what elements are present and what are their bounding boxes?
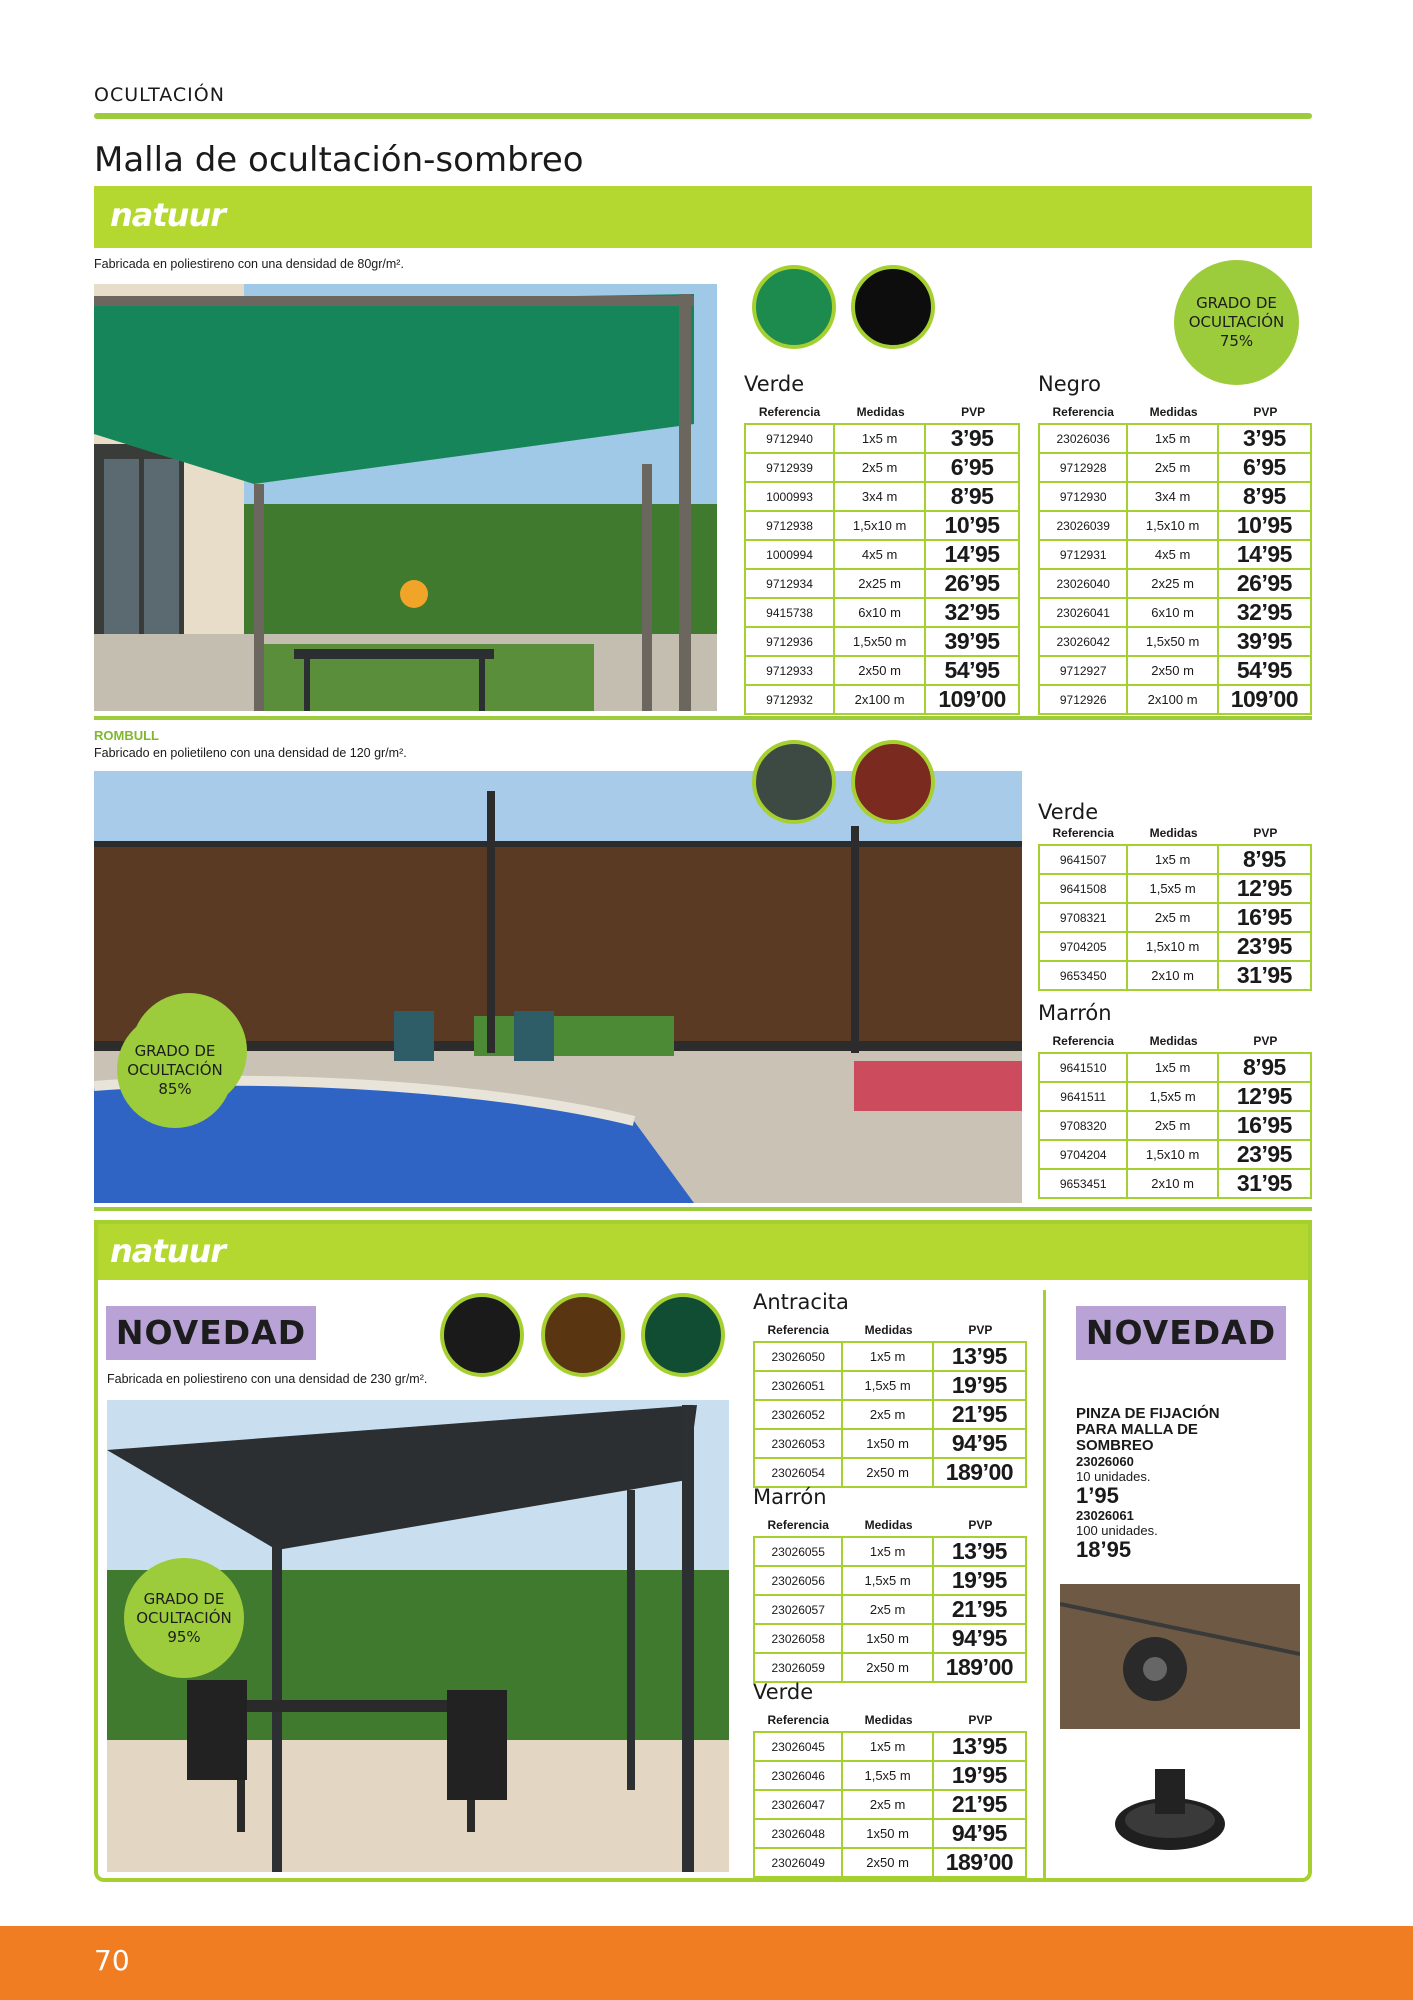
reference-cell: 23026045 <box>753 1731 843 1762</box>
reference-cell: 23026058 <box>753 1625 843 1654</box>
column-header: Referencia <box>1052 405 1114 419</box>
size-cell: 2x100 m <box>1128 686 1218 715</box>
reference-cell: 9712938 <box>744 512 835 541</box>
panel-divider <box>1043 1290 1046 1878</box>
table-row <box>1038 1083 1312 1112</box>
table-row <box>753 1820 1027 1849</box>
price-cell: 12’95 <box>1219 875 1312 904</box>
size-cell: 2x10 m <box>1128 962 1218 991</box>
price-cell: 19’95 <box>934 1567 1027 1596</box>
pinza-price: 1’95 <box>1076 1483 1119 1508</box>
column-header: Medidas <box>856 405 905 419</box>
price-cell: 8’95 <box>1219 483 1312 512</box>
price-cell: 6’95 <box>1219 454 1312 483</box>
size-cell: 1x50 m <box>843 1625 933 1654</box>
brand-logo: natuur <box>110 196 226 234</box>
price-cell: 3’95 <box>1219 423 1312 454</box>
swatch-antracita <box>440 1293 524 1377</box>
size-cell: 1,5x10 m <box>835 512 926 541</box>
table-row <box>744 541 1020 570</box>
divider <box>94 716 1312 720</box>
price-cell: 21’95 <box>934 1791 1027 1820</box>
badge-line: OCULTACIÓN <box>127 1060 223 1079</box>
table-row <box>1038 454 1312 483</box>
reference-cell: 9708320 <box>1038 1112 1128 1141</box>
reference-cell: 23026052 <box>753 1401 843 1430</box>
column-header: Medidas <box>864 1323 913 1337</box>
size-cell: 4x5 m <box>1128 541 1218 570</box>
table-row <box>753 1459 1027 1488</box>
pinza-price: 18’95 <box>1076 1537 1132 1562</box>
reference-cell: 1000993 <box>744 483 835 512</box>
product1-description: Fabricada en poliestireno con una densidad de 80gr/m². <box>94 257 404 271</box>
pinza-qty: 100 unidades. <box>1076 1523 1158 1538</box>
column-header: PVP <box>968 1323 993 1337</box>
reference-cell: 23026056 <box>753 1567 843 1596</box>
price-cell: 21’95 <box>934 1596 1027 1625</box>
table-row <box>1038 483 1312 512</box>
reference-cell: 9712926 <box>1038 686 1128 715</box>
table-row <box>753 1341 1027 1372</box>
price-cell: 31’95 <box>1219 962 1312 991</box>
reference-cell: 23026039 <box>1038 512 1128 541</box>
price-cell: 23’95 <box>1219 933 1312 962</box>
reference-cell: 9712927 <box>1038 657 1128 686</box>
table-row <box>753 1567 1027 1596</box>
size-cell: 1,5x5 m <box>843 1567 933 1596</box>
reference-cell: 9712933 <box>744 657 835 686</box>
price-cell: 94’95 <box>934 1625 1027 1654</box>
column-header: Medidas <box>864 1518 913 1532</box>
reference-cell: 23026036 <box>1038 423 1128 454</box>
column-header: PVP <box>968 1713 993 1727</box>
pinza-photo <box>1060 1584 1300 1874</box>
price-cell: 8’95 <box>926 483 1020 512</box>
column-header: Medidas <box>864 1713 913 1727</box>
price-cell: 189’00 <box>934 1849 1027 1878</box>
price-cell: 13’95 <box>934 1536 1027 1567</box>
price-cell: 13’95 <box>934 1341 1027 1372</box>
size-cell: 2x50 m <box>843 1849 933 1878</box>
divider <box>94 1207 1312 1211</box>
reference-cell: 9712940 <box>744 423 835 454</box>
price-table-marron <box>753 1514 1027 1683</box>
table-row <box>753 1401 1027 1430</box>
table-row <box>744 454 1020 483</box>
product2-description: Fabricado en polietileno con una densidad de 120 gr/m². <box>94 746 407 760</box>
size-cell: 1,5x50 m <box>1128 628 1218 657</box>
reference-cell: 9641510 <box>1038 1052 1128 1083</box>
table-row <box>744 628 1020 657</box>
column-header: Medidas <box>1149 826 1198 840</box>
pinza-info <box>1076 1406 1276 1562</box>
reference-cell: 9712936 <box>744 628 835 657</box>
table-row <box>753 1625 1027 1654</box>
price-cell: 14’95 <box>926 541 1020 570</box>
table-title-verde: Verde <box>753 1680 814 1704</box>
price-cell: 16’95 <box>1219 1112 1312 1141</box>
reference-cell: 9712934 <box>744 570 835 599</box>
column-header: Referencia <box>767 1518 829 1532</box>
price-cell: 10’95 <box>1219 512 1312 541</box>
pinza-title: SOMBREO <box>1076 1437 1154 1454</box>
badge-ocultacion-85 <box>117 1012 233 1128</box>
price-cell: 189’00 <box>934 1654 1027 1683</box>
price-cell: 19’95 <box>934 1762 1027 1791</box>
size-cell: 1x5 m <box>1128 423 1218 454</box>
size-cell: 2x5 m <box>1128 904 1218 933</box>
brand-band <box>94 186 1312 248</box>
column-header: PVP <box>961 405 986 419</box>
table-row <box>1038 904 1312 933</box>
table-row <box>753 1762 1027 1791</box>
table-title-negro: Negro <box>1038 372 1101 396</box>
table-row <box>1038 1052 1312 1083</box>
price-cell: 8’95 <box>1219 844 1312 875</box>
price-cell: 32’95 <box>926 599 1020 628</box>
table-row <box>744 570 1020 599</box>
swatch-marron-rombull <box>851 740 935 824</box>
footer <box>0 1926 1413 2000</box>
reference-cell: 9708321 <box>1038 904 1128 933</box>
table-row <box>1038 875 1312 904</box>
table-row <box>753 1536 1027 1567</box>
price-cell: 14’95 <box>1219 541 1312 570</box>
table-row <box>744 657 1020 686</box>
table-row <box>744 483 1020 512</box>
table-row <box>1038 512 1312 541</box>
size-cell: 2x100 m <box>835 686 926 715</box>
price-cell: 8’95 <box>1219 1052 1312 1083</box>
size-cell: 1,5x50 m <box>835 628 926 657</box>
table-row <box>1038 570 1312 599</box>
page-title: Malla de ocultación-sombreo <box>94 140 584 180</box>
column-header: Medidas <box>1149 1034 1198 1048</box>
product3-description: Fabricada en poliestireno con una densidad de 230 gr/m². <box>107 1372 428 1386</box>
price-table-antracita <box>753 1319 1027 1488</box>
pinza-qty: 10 unidades. <box>1076 1469 1151 1484</box>
page-number: 70 <box>94 1944 130 1977</box>
reference-cell: 23026057 <box>753 1596 843 1625</box>
reference-cell: 9712939 <box>744 454 835 483</box>
table-row <box>744 686 1020 715</box>
reference-cell: 9641507 <box>1038 844 1128 875</box>
size-cell: 1,5x10 m <box>1128 512 1218 541</box>
price-table-verde-230 <box>753 1709 1027 1878</box>
size-cell: 2x5 m <box>1128 1112 1218 1141</box>
size-cell: 1x5 m <box>843 1536 933 1567</box>
table-row <box>744 423 1020 454</box>
reference-cell: 9712930 <box>1038 483 1128 512</box>
price-cell: 54’95 <box>926 657 1020 686</box>
table-title-marron: Marrón <box>1038 1001 1112 1025</box>
price-cell: 32’95 <box>1219 599 1312 628</box>
reference-cell: 23026053 <box>753 1430 843 1459</box>
table-row <box>1038 933 1312 962</box>
swatch-verde-230 <box>641 1293 725 1377</box>
table-row <box>1038 686 1312 715</box>
column-header: Referencia <box>1052 1034 1114 1048</box>
badge-ocultacion-75 <box>1174 260 1299 385</box>
pergola-photo <box>94 284 717 711</box>
reference-cell: 9641508 <box>1038 875 1128 904</box>
size-cell: 1x5 m <box>835 423 926 454</box>
price-cell: 21’95 <box>934 1401 1027 1430</box>
column-header: Medidas <box>1149 405 1198 419</box>
table-title-verde: Verde <box>744 372 805 396</box>
swatch-marron <box>541 1293 625 1377</box>
column-header: PVP <box>1253 405 1278 419</box>
reference-cell: 9704204 <box>1038 1141 1128 1170</box>
size-cell: 2x5 m <box>835 454 926 483</box>
reference-cell: 23026054 <box>753 1459 843 1488</box>
column-header: PVP <box>968 1518 993 1532</box>
price-cell: 109’00 <box>926 686 1020 715</box>
column-header: Referencia <box>758 405 821 419</box>
table-row <box>753 1372 1027 1401</box>
price-cell: 54’95 <box>1219 657 1312 686</box>
badge-line: GRADO DE <box>1196 294 1277 312</box>
reference-cell: 23026042 <box>1038 628 1128 657</box>
pinza-title: PINZA DE FIJACIÓN <box>1076 1405 1220 1422</box>
badge-line: 95% <box>167 1627 201 1646</box>
reference-cell: 23026051 <box>753 1372 843 1401</box>
size-cell: 2x10 m <box>1128 1170 1218 1199</box>
size-cell: 1x5 m <box>1128 1052 1218 1083</box>
size-cell: 1x5 m <box>1128 844 1218 875</box>
size-cell: 2x50 m <box>1128 657 1218 686</box>
size-cell: 2x5 m <box>843 1401 933 1430</box>
price-cell: 3’95 <box>926 423 1020 454</box>
price-cell: 94’95 <box>934 1430 1027 1459</box>
size-cell: 2x5 m <box>843 1791 933 1820</box>
size-cell: 1,5x5 m <box>1128 875 1218 904</box>
top-rule <box>94 113 1312 119</box>
pinza-ref: 23026060 <box>1076 1454 1134 1469</box>
table-row <box>1038 657 1312 686</box>
rombull-brand: ROMBULL <box>94 728 159 743</box>
size-cell: 1,5x5 m <box>843 1762 933 1791</box>
size-cell: 1,5x5 m <box>1128 1083 1218 1112</box>
reference-cell: 23026041 <box>1038 599 1128 628</box>
table-title-antracita: Antracita <box>753 1290 849 1314</box>
badge-line: OCULTACIÓN <box>1188 313 1285 331</box>
size-cell: 2x25 m <box>835 570 926 599</box>
reference-cell: 23026047 <box>753 1791 843 1820</box>
size-cell: 2x5 m <box>1128 454 1218 483</box>
reference-cell: 9415738 <box>744 599 835 628</box>
price-cell: 39’95 <box>926 628 1020 657</box>
table-row <box>753 1654 1027 1683</box>
size-cell: 2x25 m <box>1128 570 1218 599</box>
table-row <box>1038 599 1312 628</box>
reference-cell: 9641511 <box>1038 1083 1128 1112</box>
size-cell: 1,5x5 m <box>843 1372 933 1401</box>
price-cell: 109’00 <box>1219 686 1312 715</box>
table-row <box>1038 423 1312 454</box>
price-cell: 13’95 <box>934 1731 1027 1762</box>
table-row <box>753 1596 1027 1625</box>
reference-cell: 9653451 <box>1038 1170 1128 1199</box>
price-cell: 39’95 <box>1219 628 1312 657</box>
price-cell: 26’95 <box>1219 570 1312 599</box>
badge-ocultacion-95 <box>124 1558 244 1678</box>
badge-line: OCULTACIÓN <box>136 1608 232 1627</box>
size-cell: 2x50 m <box>843 1654 933 1683</box>
price-cell: 12’95 <box>1219 1083 1312 1112</box>
size-cell: 4x5 m <box>835 541 926 570</box>
column-header: PVP <box>1253 1034 1278 1048</box>
column-header: Referencia <box>767 1713 829 1727</box>
badge-line: GRADO DE <box>134 1041 216 1060</box>
reference-cell: 9653450 <box>1038 962 1128 991</box>
table-row <box>753 1791 1027 1820</box>
table-row <box>1038 1141 1312 1170</box>
reference-cell: 23026046 <box>753 1762 843 1791</box>
reference-cell: 23026055 <box>753 1536 843 1567</box>
table-row <box>1038 844 1312 875</box>
badge-line: 85% <box>158 1079 192 1098</box>
price-cell: 23’95 <box>1219 1141 1312 1170</box>
size-cell: 1,5x10 m <box>1128 1141 1218 1170</box>
price-table-verde <box>744 401 1020 715</box>
size-cell: 1x50 m <box>843 1430 933 1459</box>
reference-cell: 23026050 <box>753 1341 843 1372</box>
column-header: PVP <box>1253 826 1278 840</box>
price-cell: 16’95 <box>1219 904 1312 933</box>
table-row <box>1038 541 1312 570</box>
reference-cell: 9712931 <box>1038 541 1128 570</box>
price-table-verde-rombull <box>1038 822 1312 991</box>
size-cell: 2x50 m <box>835 657 926 686</box>
swatch-verde <box>752 265 836 349</box>
size-cell: 6x10 m <box>835 599 926 628</box>
table-row <box>1038 1112 1312 1141</box>
table-row <box>753 1430 1027 1459</box>
reference-cell: 23026049 <box>753 1849 843 1878</box>
pool-fence-photo <box>94 771 1022 1203</box>
swatch-verde-rombull <box>752 740 836 824</box>
table-row <box>753 1849 1027 1878</box>
size-cell: 6x10 m <box>1128 599 1218 628</box>
table-row <box>744 512 1020 541</box>
reference-cell: 23026059 <box>753 1654 843 1683</box>
price-cell: 6’95 <box>926 454 1020 483</box>
swatch-negro <box>851 265 935 349</box>
reference-cell: 23026048 <box>753 1820 843 1849</box>
size-cell: 1x50 m <box>843 1820 933 1849</box>
price-table-negro <box>1038 401 1312 715</box>
table-row <box>1038 1170 1312 1199</box>
size-cell: 1,5x10 m <box>1128 933 1218 962</box>
column-header: Referencia <box>1052 826 1114 840</box>
novedad-tag: NOVEDAD <box>106 1306 316 1360</box>
price-table-marron-rombull <box>1038 1030 1312 1199</box>
badge-line: GRADO DE <box>143 1589 225 1608</box>
price-cell: 10’95 <box>926 512 1020 541</box>
brand-logo: natuur <box>110 1232 226 1270</box>
size-cell: 1x5 m <box>843 1341 933 1372</box>
price-cell: 19’95 <box>934 1372 1027 1401</box>
section-label: OCULTACIÓN <box>94 84 225 106</box>
reference-cell: 9712932 <box>744 686 835 715</box>
pinza-title: PARA MALLA DE <box>1076 1421 1198 1438</box>
size-cell: 2x50 m <box>843 1459 933 1488</box>
price-cell: 94’95 <box>934 1820 1027 1849</box>
size-cell: 1x5 m <box>843 1731 933 1762</box>
size-cell: 2x5 m <box>843 1596 933 1625</box>
reference-cell: 9704205 <box>1038 933 1128 962</box>
novedad-tag: NOVEDAD <box>1076 1306 1286 1360</box>
table-row <box>744 599 1020 628</box>
table-title-marron: Marrón <box>753 1485 827 1509</box>
table-row <box>1038 628 1312 657</box>
size-cell: 3x4 m <box>835 483 926 512</box>
table-title-verde: Verde <box>1038 800 1099 824</box>
table-row <box>1038 962 1312 991</box>
reference-cell: 23026040 <box>1038 570 1128 599</box>
pinza-ref: 23026061 <box>1076 1508 1134 1523</box>
reference-cell: 9712928 <box>1038 454 1128 483</box>
column-header: Referencia <box>767 1323 829 1337</box>
table-row <box>753 1731 1027 1762</box>
price-cell: 189’00 <box>934 1459 1027 1488</box>
size-cell: 3x4 m <box>1128 483 1218 512</box>
reference-cell: 1000994 <box>744 541 835 570</box>
price-cell: 26’95 <box>926 570 1020 599</box>
price-cell: 31’95 <box>1219 1170 1312 1199</box>
badge-line: 75% <box>1219 332 1254 350</box>
